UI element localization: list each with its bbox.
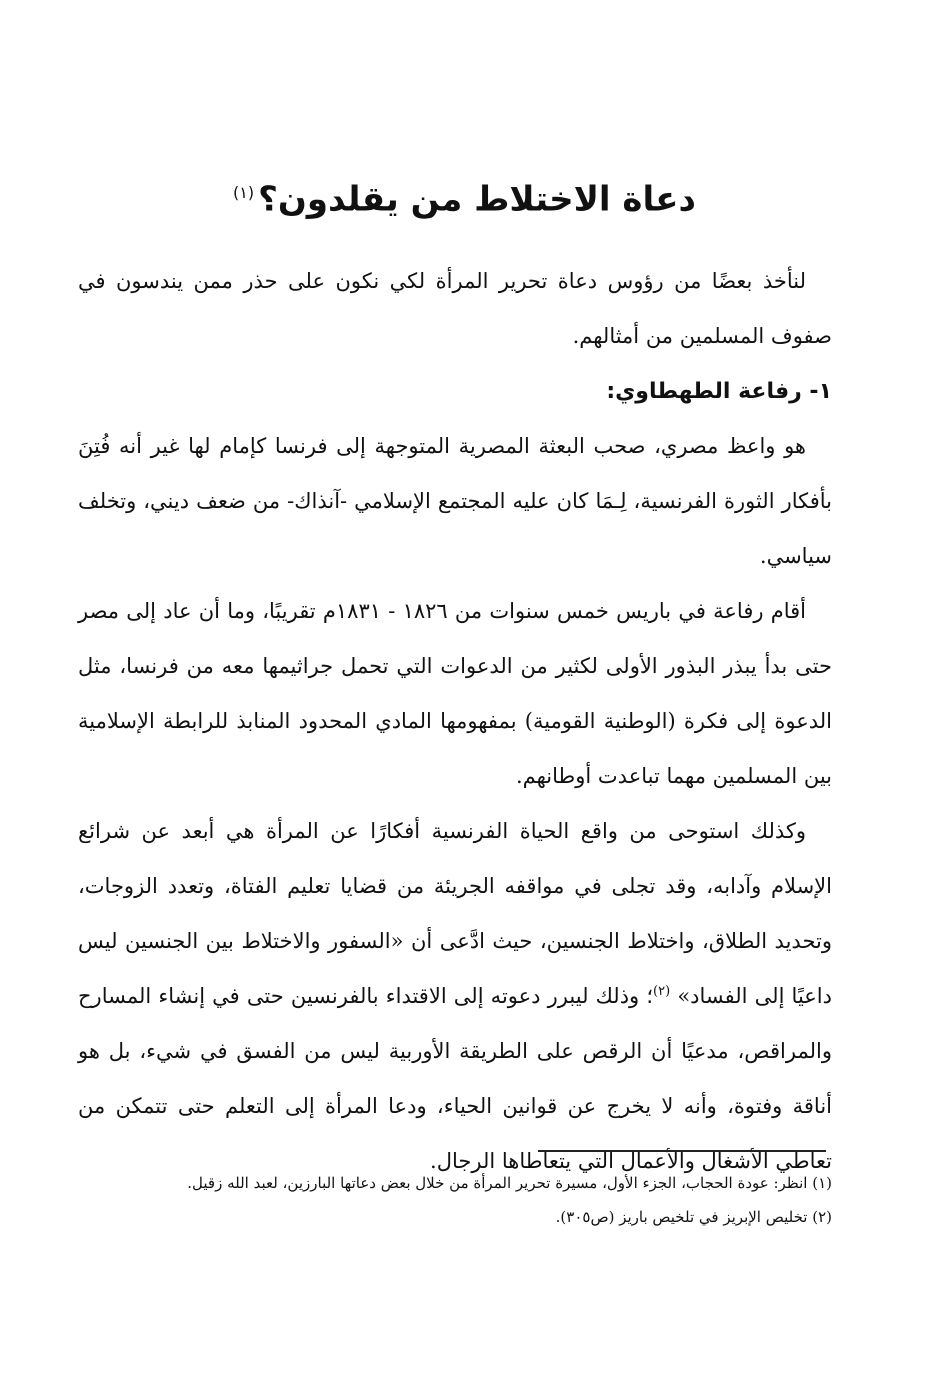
- footnotes: [78, 1166, 832, 1234]
- page-title: [0, 168, 929, 224]
- paragraph-1: هو واعظ مصري، صحب البعثة المصرية المتوجهة إلى فرنسا كإمام لها غير أنه فُتِنَ بأفكار الثورة الفرنسية، لِـمَا كان عليه المجتمع الإسلامي -آنذاك- من ضعف ديني، وتخلف سياسي.: [78, 434, 832, 568]
- footnote-divider: [538, 1150, 826, 1152]
- paragraph-3-part-1: وكذلك استوحى من واقع الحياة الفرنسية أفكارًا عن المرأة هي أبعد عن شرائع الإسلام وآدابه، وقد تجلى في مواقفه الجريئة من قضايا تعليم الفتاة، وتعدد الزوجات، وتحديد الطلاق، واختلاط الجنسين، حيث ادَّعى أن «السفور والاختلاط بين الجنسين ليس داعيًا إلى الفساد»: [78, 819, 832, 1008]
- footnote-1: (١) انظر: عودة الحجاب، الجزء الأول، مسيرة تحرير المرأة من خلال بعض دعاتها البارزين، لعبد الله زقيل.: [187, 1174, 832, 1192]
- footnote-ref-2[interactable]: (٢): [653, 984, 671, 999]
- section-heading: ١- رفاعة الطهطاوي:: [606, 379, 832, 404]
- title-text: دعاة الاختلاط من يقلدون؟: [258, 179, 696, 220]
- footnote-2: (٢) تخليص الإبريز في تلخيص باريز (ص٣٠٥).: [555, 1208, 832, 1226]
- title-footnote-ref[interactable]: (١): [233, 183, 255, 202]
- paragraph-3: [78, 804, 832, 1189]
- article-body: [78, 254, 832, 1189]
- paragraph-2: أقام رفاعة في باريس خمس سنوات من ١٨٢٦ - ١٨٣١م تقريبًا، وما أن عاد إلى مصر حتى بدأ يبذر البذور الأولى لكثير من الدعوات التي تحمل جراثيمها معه من فرنسا، مثل الدعوة إلى فكرة (الوطنية القومية) بمفهومها المادي المحدود المنابذ للرابطة الإسلامية بين المسلمين مهما تباعدت أوطانهم.: [78, 599, 832, 788]
- intro-paragraph: لنأخذ بعضًا من رؤوس دعاة تحرير المرأة لكي نكون على حذر ممن يندسون في صفوف المسلمين من أمثالهم.: [78, 269, 832, 348]
- paragraph-3-part-2: ؛ وذلك ليبرر دعوته إلى الاقتداء بالفرنسين حتى في إنشاء المسارح والمراقص، مدعيًا أن الرقص على الطريقة الأوربية ليس من الفسق في شيء، بل هو أناقة وفتوة، وأنه لا يخرج عن قوانين الحياء، ودعا المرأة إلى التعلم حتى تتمكن من تعاطي الأشغال والأعمال التي يتعاطاها الرجال.: [78, 984, 832, 1173]
